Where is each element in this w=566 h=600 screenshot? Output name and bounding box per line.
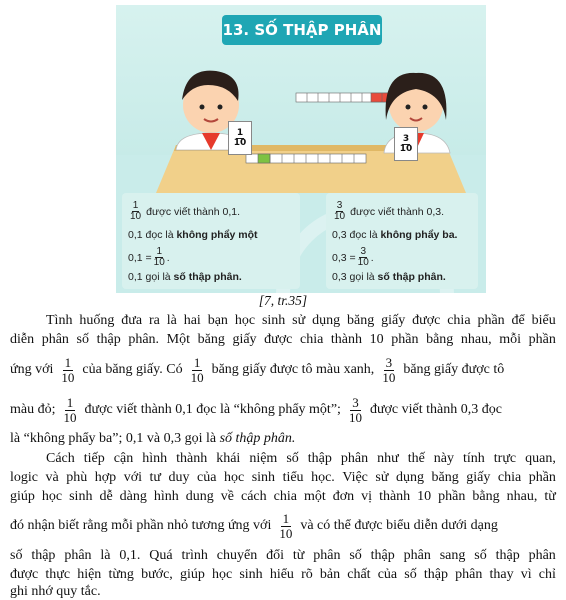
word: dễ bbox=[99, 489, 113, 504]
word: hai bbox=[183, 313, 201, 328]
fraction: $\frac{1}{10}$ bbox=[63, 394, 77, 425]
word: giúp bbox=[179, 567, 205, 582]
word: đổi bbox=[266, 548, 284, 563]
word: phân bbox=[403, 548, 431, 563]
word: trình bbox=[181, 548, 208, 563]
fraction: $\frac{1}{10}$ bbox=[190, 354, 204, 385]
word: phù bbox=[66, 470, 88, 485]
word: bước, bbox=[141, 567, 173, 582]
word: giấy bbox=[381, 313, 406, 328]
word: là bbox=[100, 548, 111, 563]
word: băng bbox=[347, 313, 375, 328]
word: thành bbox=[176, 451, 208, 466]
p2-line-4: đó nhận biết rằng mỗi phần nhỏ tương ứng với $\frac{1}{10}$ và có thể được biểu diễn dưới dạng bbox=[10, 510, 498, 541]
word: tính bbox=[463, 451, 485, 466]
word: Một bbox=[166, 332, 190, 347]
word: hợp bbox=[94, 470, 117, 485]
word: băng bbox=[197, 332, 225, 347]
word: số bbox=[286, 451, 299, 466]
word: duy bbox=[168, 470, 190, 485]
word: diễn bbox=[10, 332, 35, 347]
word: sinh bbox=[261, 313, 286, 328]
word: từ bbox=[292, 548, 305, 563]
explanation-panel-left: 1 10 được viết thành 0,1. 0,1 đọc là không phẩy một 0,1 = $\frac{1}{10}$ . 0,1 gọi là số thập phân. bbox=[122, 193, 300, 289]
word: sinh bbox=[251, 470, 276, 485]
word: của bbox=[377, 567, 398, 582]
word: thập bbox=[370, 548, 395, 563]
word: phần bbox=[438, 489, 466, 504]
p2-line-5 bbox=[10, 547, 556, 565]
word: đưa bbox=[121, 313, 143, 328]
p2-line-3 bbox=[10, 488, 556, 506]
p2-line-1 bbox=[46, 450, 556, 468]
word: phân bbox=[41, 332, 69, 347]
p1-line-5: là “không phẩy ba”; 0,1 và 0,3 gọi là số thập phân. bbox=[10, 431, 296, 446]
students-illustration bbox=[116, 5, 486, 195]
word: thực bbox=[45, 567, 71, 582]
word: chia bbox=[447, 313, 471, 328]
word: phân bbox=[528, 548, 556, 563]
word: hình bbox=[153, 489, 179, 504]
word: 0,1. bbox=[119, 548, 141, 563]
word: cách bbox=[241, 489, 267, 504]
word: phân bbox=[313, 548, 341, 563]
fraction: $\frac{3}{10}$ bbox=[348, 394, 362, 425]
word: hình bbox=[142, 451, 168, 466]
word: phần bbox=[477, 313, 505, 328]
word: Việc bbox=[342, 470, 368, 485]
word: chia bbox=[299, 332, 324, 347]
word: một bbox=[303, 489, 326, 504]
word: chia bbox=[273, 489, 297, 504]
word: nhau, bbox=[506, 489, 538, 504]
word: biểu bbox=[531, 313, 556, 328]
word: dụng bbox=[312, 313, 341, 328]
word: thập bbox=[423, 567, 448, 582]
word: huống bbox=[79, 313, 115, 328]
fraction: $\frac{1}{10}$ bbox=[61, 354, 75, 385]
word: phân. bbox=[128, 332, 160, 347]
word: bản bbox=[319, 567, 341, 582]
word: của bbox=[197, 470, 217, 485]
word: chia bbox=[497, 470, 522, 485]
p2-line-2 bbox=[10, 469, 556, 487]
word: sang bbox=[439, 548, 466, 563]
word: rõ bbox=[301, 567, 313, 582]
word: hiểu bbox=[269, 567, 294, 582]
word: phần bbox=[391, 332, 419, 347]
word: thế bbox=[407, 451, 425, 466]
word: khái bbox=[216, 451, 241, 466]
word: mỗi bbox=[499, 332, 522, 347]
p2-line-6 bbox=[10, 566, 556, 584]
word: sử bbox=[292, 313, 306, 328]
word: được bbox=[264, 332, 293, 347]
word: học bbox=[211, 567, 233, 582]
word: chất bbox=[347, 567, 371, 582]
word: như bbox=[377, 451, 399, 466]
word: dung bbox=[185, 489, 214, 504]
word: tiếp bbox=[83, 451, 105, 466]
figure-caption: [7, tr.35] bbox=[258, 293, 308, 308]
word: số bbox=[474, 548, 487, 563]
word: thành bbox=[330, 332, 363, 347]
textbook-illustration bbox=[116, 5, 486, 293]
word: được bbox=[412, 313, 441, 328]
word: học bbox=[41, 489, 63, 504]
word: quan, bbox=[525, 451, 556, 466]
word: để bbox=[511, 313, 525, 328]
word: từ bbox=[544, 489, 556, 504]
p2-line-7: ghi nhớ quy tắc. bbox=[10, 584, 101, 599]
word: phần bbox=[528, 470, 556, 485]
word: thập bbox=[96, 332, 121, 347]
word: thập bbox=[31, 548, 56, 563]
word: phân bbox=[340, 451, 369, 466]
word: vị bbox=[361, 489, 373, 504]
fraction-card-right: 3 10 bbox=[394, 127, 418, 161]
word: bạn bbox=[207, 313, 228, 328]
word: chỉ bbox=[538, 567, 556, 582]
word: phân bbox=[64, 548, 92, 563]
word: phần bbox=[528, 332, 556, 347]
word: hiện bbox=[77, 567, 102, 582]
word: sử bbox=[375, 470, 389, 485]
word: tư bbox=[149, 470, 161, 485]
word: ra bbox=[148, 313, 160, 328]
fraction-card-left: 1 10 bbox=[228, 121, 252, 155]
fraction: $\frac{1}{10}$ bbox=[279, 510, 293, 541]
word: này bbox=[433, 451, 455, 466]
explanation-panel-right: 3 10 được viết thành 0,3. 0,3 đọc là không phẩy ba. 0,3 = $\frac{3}{10}$ . 0,3 gọi là số thập phân. bbox=[326, 193, 478, 289]
word: trực bbox=[493, 451, 517, 466]
word: sinh bbox=[69, 489, 93, 504]
p1-line-2 bbox=[10, 331, 556, 349]
word: phân bbox=[455, 567, 483, 582]
word: giấy bbox=[232, 332, 257, 347]
word: là bbox=[166, 313, 177, 328]
word: thay bbox=[489, 567, 514, 582]
word: học bbox=[223, 470, 245, 485]
word: bằng bbox=[472, 489, 500, 504]
word: giấy bbox=[466, 470, 491, 485]
word: dụng bbox=[395, 470, 424, 485]
word: Cách bbox=[46, 451, 75, 466]
word: đơn bbox=[332, 489, 355, 504]
word: số bbox=[404, 567, 417, 582]
lesson-title: 13. SỐ THẬP PHÂN bbox=[222, 15, 382, 45]
word: tiểu bbox=[282, 470, 304, 485]
word: Tình bbox=[46, 313, 73, 328]
word: thập bbox=[307, 451, 332, 466]
word: với bbox=[123, 470, 142, 485]
word: về bbox=[220, 489, 234, 504]
word: thành bbox=[379, 489, 411, 504]
word: bằng bbox=[426, 332, 454, 347]
word: chuyển bbox=[216, 548, 258, 563]
word: 10 bbox=[369, 332, 384, 347]
word: nhau, bbox=[460, 332, 492, 347]
word: 10 bbox=[417, 489, 432, 504]
p1-line-3: ứng với $\frac{1}{10}$ của băng giấy. Có $\frac{1}{10}$ băng giấy được tô màu xanh, $\frac{3}{10}$ băng giấy được tô bbox=[10, 354, 505, 385]
word: số bbox=[10, 548, 23, 563]
word: thập bbox=[495, 548, 520, 563]
word: số bbox=[76, 332, 89, 347]
word: vì bbox=[520, 567, 532, 582]
p1-line-4: màu đỏ; $\frac{1}{10}$ được viết thành 0,1 đọc là “không phẩy một”; $\frac{3}{10}$ được viết thành 0,3 đọc bbox=[10, 394, 502, 425]
word: số bbox=[349, 548, 362, 563]
word: Quá bbox=[149, 548, 173, 563]
fraction: $\frac{3}{10}$ bbox=[382, 354, 396, 385]
word: học bbox=[234, 313, 256, 328]
word: cận bbox=[113, 451, 134, 466]
word: được bbox=[10, 567, 39, 582]
word: học. bbox=[311, 470, 335, 485]
p1-line-1 bbox=[46, 312, 556, 330]
word: dàng bbox=[119, 489, 147, 504]
word: băng bbox=[431, 470, 459, 485]
word: sinh bbox=[239, 567, 263, 582]
word: từng bbox=[108, 567, 134, 582]
word: logic bbox=[10, 470, 38, 485]
word: giúp bbox=[10, 489, 35, 504]
paper-strip-desk bbox=[246, 154, 366, 163]
word: niệm bbox=[249, 451, 278, 466]
word: và bbox=[45, 470, 59, 485]
